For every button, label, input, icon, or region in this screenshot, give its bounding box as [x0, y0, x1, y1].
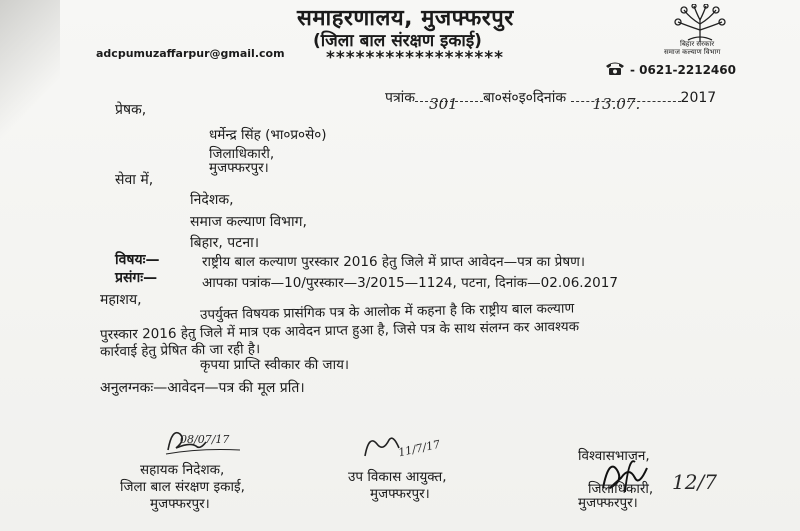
bihar-government-emblem-icon: [672, 4, 728, 44]
assistant-director-unit: जिला बाल संरक्षण इकाई,: [120, 479, 245, 495]
district-magistrate-place: मुजफ्फरपुर।: [578, 495, 638, 511]
ddc-title: उप विकास आयुक्त,: [348, 469, 447, 485]
email-address: adcpumuzaffarpur@gmail.com: [96, 47, 285, 60]
salutation: महाशय,: [100, 292, 142, 308]
scan-shadow: [0, 0, 60, 140]
sender-title: जिलाधिकारी,: [209, 146, 275, 162]
body-line-3: कार्रवाई हेतु प्रेषित की जा रही है।: [99, 341, 261, 360]
emblem-caption-govt: बिहार सरकार: [680, 40, 715, 48]
year: 2017: [680, 90, 717, 106]
office-subtitle: (जिला बाल संरक्षण इकाई): [313, 31, 482, 51]
enclosure-note: अनुलग्नकः—आवेदन—पत्र की मूल प्रति।: [100, 380, 305, 396]
assistant-director-place: मुजफ्फरपुर।: [150, 496, 210, 512]
office-title: समाहरणालय, मुजफ्फरपुर: [297, 6, 514, 31]
patrank-label: पत्रांक: [385, 90, 416, 106]
recipient-title: निदेशक,: [190, 192, 234, 208]
sender-name: धर्मेन्द्र सिंह (भा०प्र०से०): [209, 127, 327, 143]
patrank-value: 301: [429, 95, 458, 113]
body-line-4: कृपया प्राप्ति स्वीकार की जाय।: [200, 357, 350, 373]
closing-yours-faithfully: विश्वासभाजन,: [578, 448, 650, 464]
body-line-2: पुरस्कार 2016 हेतु जिले में मात्र एक आवेदन प्राप्त हुआ है, जिसे पत्र के साथ संलग्न कर आवश्यक: [99, 318, 580, 343]
header-stars: ******************: [326, 48, 505, 68]
date-value: 13.07.: [592, 95, 641, 113]
assistant-director-title: सहायक निदेशक,: [140, 462, 225, 478]
sender-place: मुजफ्फरपुर।: [209, 160, 269, 176]
date-blank: [571, 95, 681, 113]
recipient-place: बिहार, पटना।: [190, 235, 260, 251]
subject-text: राष्ट्रीय बाल कल्याण पुरस्कार 2016 हेतु जिले में प्राप्त आवेदन—पत्र का प्रेषण।: [202, 254, 586, 270]
dept-code: बा०सं०इ०: [483, 90, 533, 106]
emblem-caption-dept: समाज कल्याण विभाग: [664, 48, 721, 56]
ddc-place: मुजफ्फरपुर।: [370, 486, 430, 502]
district-magistrate-mark: 12/7: [672, 470, 717, 494]
sender-label: प्रेषक,: [115, 102, 147, 118]
subject-label: विषयः—: [115, 252, 160, 268]
ddc-sign-date: 11/7/17: [397, 437, 442, 460]
reference-line: [385, 88, 717, 113]
recipient-label: सेवा में,: [115, 172, 154, 188]
date-label: दिनांक: [532, 90, 567, 106]
reference-label: प्रसंगः—: [115, 270, 158, 286]
assistant-director-sign-date: 08/07/17: [180, 433, 230, 446]
body-line-1: उपर्युक्त विषयक प्रासंगिक पत्र के आलोक में कहना है कि राष्ट्रीय बाल कल्याण: [199, 300, 575, 323]
recipient-dept: समाज कल्याण विभाग,: [190, 214, 307, 230]
district-magistrate-title: जिलाधिकारी,: [588, 481, 654, 497]
telephone-icon: [604, 60, 626, 76]
phone-number: - 0621-2212460: [630, 63, 736, 77]
patrank-blank: [415, 95, 483, 113]
reference-text: आपका पत्रांक—10/पुरस्कार—3/2015—1124, पटना, दिनांक—02.06.2017: [202, 275, 618, 291]
